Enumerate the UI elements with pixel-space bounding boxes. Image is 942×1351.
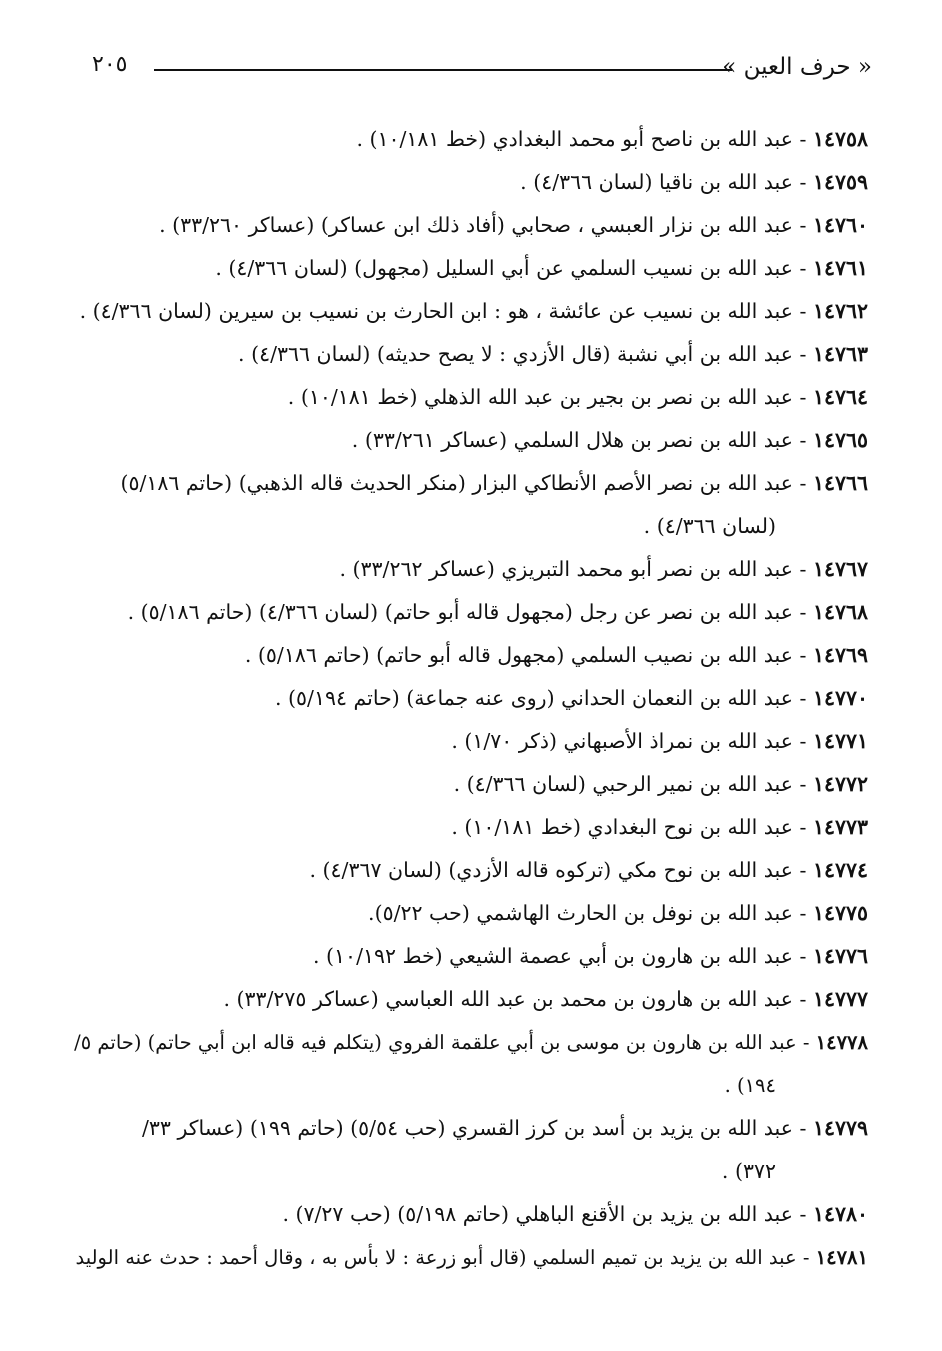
entry-14764 xyxy=(68,376,868,419)
entry-14768 xyxy=(68,591,868,634)
entry-continuation: ٣٧٢) . xyxy=(721,1159,776,1183)
entry-14777 xyxy=(68,978,868,1021)
entry-number: ١٤٧٨٠ xyxy=(812,1202,868,1226)
entry-number: ١٤٧٧٥ xyxy=(812,901,868,925)
entry-text: - عبد الله بن نصر بن هلال السلمي (عساكر ٣٣/٢٦١) . xyxy=(351,428,807,452)
header-rule xyxy=(154,69,732,71)
entry-list xyxy=(68,118,868,1279)
entry-text: - عبد الله بن نصر عن رجل (مجهول قاله أبو حاتم) (لسان ٤/٣٦٦) (حاتم ٥/١٨٦) . xyxy=(127,600,807,624)
entry-number: ١٤٧٦٤ xyxy=(812,385,868,409)
entry-number: ١٤٧٧٧ xyxy=(812,987,868,1011)
entry-14780 xyxy=(68,1193,868,1236)
entry-14767 xyxy=(68,548,868,591)
entry-text: - عبد الله بن نسيب السلمي عن أبي السليل (مجهول) (لسان ٤/٣٦٦) . xyxy=(215,256,807,280)
entry-14769 xyxy=(68,634,868,677)
entry-14775 xyxy=(68,892,868,935)
entry-14765 xyxy=(68,419,868,462)
entry-text: - عبد الله بن نوح البغدادي (خط ١٠/١٨١) . xyxy=(451,815,807,839)
entry-number: ١٤٧٧٢ xyxy=(812,772,868,796)
entry-text: - عبد الله بن نوح مكي (تركوه قاله الأزدي) (لسان ٤/٣٦٧) . xyxy=(309,858,807,882)
entry-14761 xyxy=(68,247,868,290)
entry-text: - عبد الله بن هارون بن محمد بن عبد الله العباسي (عساكر ٣٣/٢٧٥) . xyxy=(223,987,807,1011)
entry-number: ١٤٧٧٦ xyxy=(812,944,868,968)
entry-continuation: ١٩٤) . xyxy=(724,1074,776,1097)
entry-14771 xyxy=(68,720,868,763)
entry-14772 xyxy=(68,763,868,806)
entry-number: ١٤٧٥٨ xyxy=(812,127,868,151)
entry-number: ١٤٧٧٣ xyxy=(812,815,868,839)
entry-14770 xyxy=(68,677,868,720)
entry-text: - عبد الله بن يزيد بن تميم السلمي (قال أبو زرعة : لا بأس به ، وقال أحمد : حدث عنه الوليد xyxy=(75,1246,810,1269)
entry-text: - عبد الله بن نمراذ الأصبهاني (ذكر ١/٧٠) . xyxy=(451,729,807,753)
entry-number: ١٤٧٦٥ xyxy=(812,428,868,452)
entry-text: - عبد الله بن نصر أبو محمد التبريزي (عساكر ٣٣/٢٦٢) . xyxy=(339,557,807,581)
entry-text: - عبد الله بن نصيب السلمي (مجهول قاله أبو حاتم) (حاتم ٥/١٨٦) . xyxy=(244,643,807,667)
entry-text: - عبد الله بن يزيد بن أسد بن كرز القسري (حب ٥/٥٤) (حاتم ١٩٩) (عساكر ٣٣/ xyxy=(142,1116,807,1140)
entry-number: ١٤٧٦٩ xyxy=(812,643,868,667)
entry-text: - عبد الله بن أبي نشبة (قال الأزدي : لا يصح حديثه) (لسان ٤/٣٦٦) . xyxy=(238,342,807,366)
entry-continuation: (لسان ٤/٣٦٦) . xyxy=(643,514,776,538)
entry-number: ١٤٧٦٢ xyxy=(812,299,868,323)
entry-14760 xyxy=(68,204,868,247)
entry-14779 xyxy=(68,1107,868,1193)
entry-number: ١٤٧٦١ xyxy=(812,256,868,280)
entry-number: ١٤٧٦٨ xyxy=(812,600,868,624)
entry-text: - عبد الله بن هارون بن موسى بن أبي علقمة الفروي (يتكلم فيه قاله ابن أبي حاتم) (حاتم ٥/ xyxy=(74,1031,810,1054)
entry-14766 xyxy=(68,462,868,548)
entry-text: - عبد الله بن يزيد بن الأقنع الباهلي (حاتم ٥/١٩٨) (حب ٧/٢٧) . xyxy=(282,1202,807,1226)
entry-text: - عبد الله بن هارون بن أبي عصمة الشيعي (خط ١٠/١٩٢) . xyxy=(313,944,807,968)
entry-14758 xyxy=(68,118,868,161)
entry-14778 xyxy=(68,1021,868,1107)
entry-number: ١٤٧٧٤ xyxy=(812,858,868,882)
entry-text: - عبد الله بن نسيب عن عائشة ، هو : ابن الحارث بن نسيب بن سيرين (لسان ٤/٣٦٦) . xyxy=(79,299,807,323)
entry-text: - عبد الله بن ناقيا (لسان ٤/٣٦٦) . xyxy=(520,170,807,194)
entry-14762 xyxy=(68,290,868,333)
entry-14776 xyxy=(68,935,868,978)
entry-text: - عبد الله بن ناصح أبو محمد البغدادي (خط ١٠/١٨١) . xyxy=(356,127,807,151)
entry-14773 xyxy=(68,806,868,849)
entry-number: ١٤٧٦٠ xyxy=(812,213,868,237)
entry-number: ١٤٧٧١ xyxy=(812,729,868,753)
entry-text: - عبد الله بن نوفل بن الحارث الهاشمي (حب ٥/٢٢). xyxy=(368,901,807,925)
entry-text: - عبد الله بن نمير الرحبي (لسان ٤/٣٦٦) . xyxy=(453,772,807,796)
entry-number: ١٤٧٨١ xyxy=(815,1246,868,1269)
entry-number: ١٤٧٦٦ xyxy=(812,471,868,495)
entry-number: ١٤٧٦٣ xyxy=(812,342,868,366)
page-number: ٢٠٥ xyxy=(92,52,128,77)
entry-number: ١٤٧٦٧ xyxy=(812,557,868,581)
entry-number: ١٤٧٧٠ xyxy=(812,686,868,710)
entry-text: - عبد الله بن النعمان الحداني (روى عنه جماعة) (حاتم ٥/١٩٤) . xyxy=(275,686,807,710)
entry-number: ١٤٧٧٨ xyxy=(815,1031,868,1054)
entry-14759 xyxy=(68,161,868,204)
entry-number: ١٤٧٧٩ xyxy=(812,1116,868,1140)
entry-14774 xyxy=(68,849,868,892)
page-header xyxy=(92,50,872,90)
entry-14763 xyxy=(68,333,868,376)
entry-text: - عبد الله بن نصر بن بجير بن عبد الله الذهلي (خط ١٠/١٨١) . xyxy=(287,385,807,409)
chapter-title: « حرف العين » xyxy=(722,54,872,80)
entry-number: ١٤٧٥٩ xyxy=(812,170,868,194)
entry-text: - عبد الله بن نزار العبسي ، صحابي (أفاد ذلك ابن عساكر) (عساكر ٣٣/٢٦٠) . xyxy=(159,213,807,237)
entry-text: - عبد الله بن نصر الأصم الأنطاكي البزار (منكر الحديث قاله الذهبي) (حاتم ٥/١٨٦) xyxy=(120,471,807,495)
entry-14781 xyxy=(68,1236,868,1279)
